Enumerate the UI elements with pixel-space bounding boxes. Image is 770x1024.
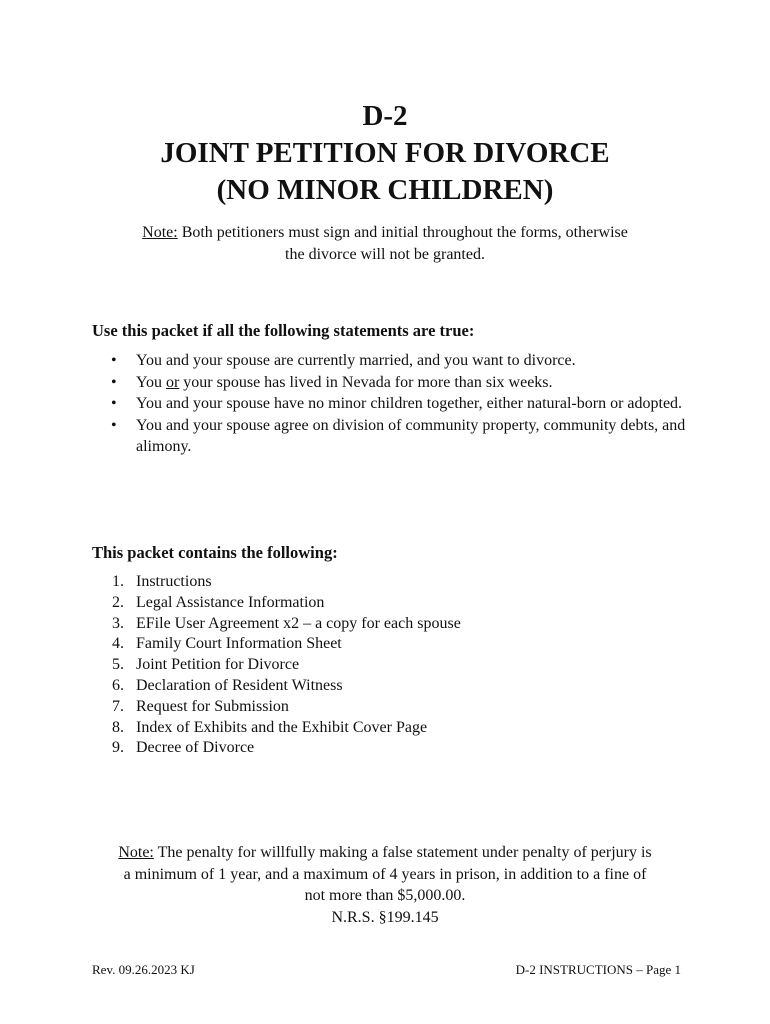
contents-section <box>92 542 692 759</box>
revision-label: Rev. 09.26.2023 KJ <box>92 962 195 977</box>
note-text-line1: Both petitioners must sign and initial throughout the forms, otherwise <box>177 224 628 241</box>
list-item: 3. EFile User Agreement x2 – a copy for each spouse <box>112 614 461 632</box>
list-item: 7. Request for Submission <box>112 697 289 715</box>
bullet-icon: • <box>111 395 117 412</box>
list-item: • You and your spouse have no minor children together, either natural-born or adopted. <box>92 393 692 415</box>
contents-heading: This packet contains the following: <box>92 543 338 562</box>
list-item: • You and your spouse agree on division of community property, community debts, and alimony. <box>111 416 686 455</box>
note-label: Note: <box>118 844 154 861</box>
contents-list <box>92 572 692 759</box>
bullet-icon: • <box>111 416 117 434</box>
page-title: JOINT PETITION FOR DIVORCE <box>160 137 610 169</box>
signature-note <box>0 222 770 266</box>
perjury-text-line1: The penalty for willfully making a false statement under penalty of perjury is <box>153 844 652 861</box>
perjury-text-line2: a minimum of 1 year, and a maximum of 4 years in prison, in addition to a fine of <box>123 865 647 883</box>
perjury-text-line3: not more than $5,000.00. <box>304 887 466 904</box>
list-item: • You and your spouse are currently married, and you want to divorce. <box>92 350 692 372</box>
list-item: 4. Family Court Information Sheet <box>112 635 342 653</box>
list-item: 2. Legal Assistance Information <box>112 593 325 611</box>
page-number-label: D-2 INSTRUCTIONS – Page 1 <box>515 962 681 977</box>
perjury-note <box>0 842 770 928</box>
list-item: • You or your spouse has lived in Nevada for more than six weeks. <box>92 372 692 394</box>
criteria-section <box>92 320 692 458</box>
note-label: Note: <box>142 224 178 241</box>
note-text-line2: the divorce will not be granted. <box>285 246 485 263</box>
criteria-list <box>92 350 692 458</box>
title-block <box>0 98 770 209</box>
bullet-icon: • <box>111 352 117 369</box>
statute-citation: N.R.S. §199.145 <box>331 908 439 926</box>
list-item: 9. Decree of Divorce <box>112 739 255 757</box>
page-subtitle: (NO MINOR CHILDREN) <box>216 174 554 206</box>
list-item: 1. Instructions <box>112 573 212 590</box>
list-item: 8. Index of Exhibits and the Exhibit Cover Page <box>112 718 428 736</box>
list-item: 6. Declaration of Resident Witness <box>112 676 343 694</box>
bullet-icon: • <box>111 373 117 391</box>
form-code: D-2 <box>362 100 408 132</box>
list-item: 5. Joint Petition for Divorce <box>112 656 300 674</box>
criteria-heading: Use this packet if all the following statements are true: <box>92 321 475 340</box>
